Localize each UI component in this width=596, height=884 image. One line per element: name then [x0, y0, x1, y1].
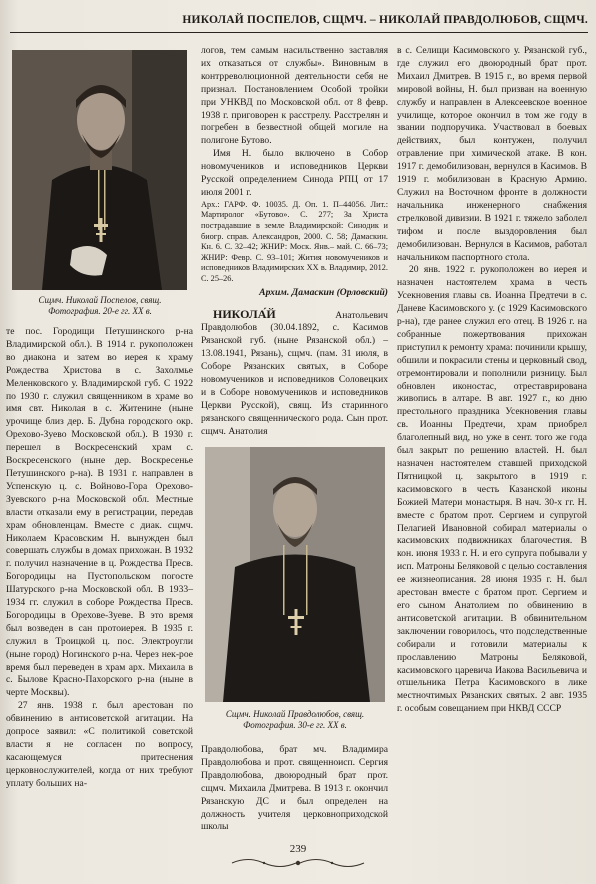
caption-2-line-1: Сщмч. Николай Правдолюбов, свящ. [225, 709, 365, 719]
caption-1-line-1: Сщмч. Николай Поспелов, свящ. [38, 295, 162, 305]
caption-2-line-2: Фотография. 30-е гг. XX в. [243, 720, 347, 730]
text-column-2-continued [201, 744, 388, 834]
references: Арх.: ГАРФ. Ф. 10035. Д. Оп. 1. П–44056. Лит.: Мартиролог «Бутово». С. 277; За Христа пострадавшие в земле Владимирской: Синодик и биогр. справ. Александров, 2000. С. 58; Дамаскин. Кн. 6. С. 32–42; ЖНИР: Моск. Янв.– май. С. 66–73; ЖНИР: Февр. С. 93–101; Жития новомучеников и исповедников Владимирских XX в. Владимир, 2012. С. 25–26. [201, 199, 388, 284]
page-number: 239 [289, 843, 307, 855]
caption-1-line-2: Фотография. 20-е гг. XX в. [48, 306, 152, 316]
entry-headword: НИКОЛА́Й [213, 306, 276, 321]
text-column-3 [397, 45, 587, 716]
paragraph: 20 янв. 1922 г. рукоположен во иерея и назначен настоятелем храма в честь Усекновения главы св. Иоанна Предтечи в с. Даневе Касимовского у. (с 1929 Касимовского р-на), где ранее служил его отец. В 1926 г. на собранные пожертвования прихожан приступил к ремонту храма: починили крышу, обшили и покрасили стены и церковный свод, отремонтировали и пополнили ризницу. Был обновлен иконостас, отреставрирована живопись в алтаре. В авг. 1927 г., ко дню престольного праздника Усекновения главы св. Иоанны Предтечи, храм приобрел благолепный вид, но уже в сент. того же года был закрыт по решению властей. Н. был назначен настоятелем ставшей приходской Пятницкой ц. закрытого в 1919 г. касимовского в честь Казанской иконы Божией Матери монастыря. В нач. 30-х гг. Н. вместе с братом прот. Сергием и супругой Пелагией Ивановной собирал материалы о касимовских подвижниках благочестия. В кон. июня 1933 г. Н. и его супруга побывали у исп. Матроны Беляковой с целью составления ее жизнеописания. 28 июня 1935 г. Н. был арестован вместе с братом прот. Сергием и его сыном Анатолием по обвинению в антисоветской агитации. В обвинительном заключении говорилось, что подследственные собирали и готовили материалы к прославлению Матроны Беляковой, касимовского царевича Иакова Васильевича и отшельника Петра Касимовского в лике местночтимых Рязанских святых. 2 авг. 1935 г. особым совещанием при НКВД СССР [397, 264, 587, 715]
paragraph: логов, тем самым насильственно заставляя их отказаться от службы». Виновным в контрреволюционной деятельности себя не признал. Постановлением Особой тройки при УНКВД по Московской обл. от 8 февр. 1938 г. приговорен к расстрелу. Расстрелян и погребен в безвестной общей могиле на полигоне Бутово. [201, 45, 388, 147]
entry-paragraph [201, 308, 388, 439]
portrait-photo-nikolai-pravdolyubov [205, 447, 385, 702]
portrait-photo-nikolai-pospelov [12, 50, 187, 290]
text-column-2 [201, 45, 388, 439]
paragraph: Имя Н. было включено в Собор новомучеников и исповедников Церкви Русской определением Синода РПЦ от 17 июля 2001 г. [201, 148, 388, 198]
paragraph: в с. Селищи Касимовского у. Рязанской губ., где служил его двоюродный брат прот. Михаил Дмитрев. В 1915 г., во время первой мировой войны, Н. был призван на военную службу и направлен в Алексеевское военное училище, которое окончил в том же году в звании подпоручика. Участвовал в боевых действиях, был контужен, получил отравление при химической атаке. В кон. 1917 г. демобилизован, вернулся в Касимов. В 1919 г. мобилизован в Красную Армию. Служил на Восточном фронте в должности начальника инженерного снабжения стрелковой дивизии. В 1921 г. тяжело заболел тифом и после выздоровления был демобилизован. Вернулся в Касимов, работал начальником паспортного стола. [397, 45, 587, 263]
portrait-figure [12, 50, 187, 290]
running-header [10, 10, 588, 33]
entry-body: Анатольевич Правдолюбов (30.04.1892, с. Касимов Рязанской губ. (ныне Рязанской обл.) – 13.08.1941, Рязань), сщмч. (пам. 31 июля, в Соборе Рязанских святых, в Соборе новомучеников и исповедников Соловецких и в Соборе новомучеников и исповедников Церкви Русской), свящ. Из старинного рязанского священнического рода. Сын прот. сщмч. Анатолия [201, 309, 388, 437]
paragraph: 27 янв. 1938 г. был арестован по обвинению в антисоветской агитации. На допросе заявил: «С политикой советской власти я не согласен по вопросу, касающемуся притеснения церковнослужителей, когда от них требуют уплату больших на- [6, 700, 193, 789]
author-signature: Архим. Дамаскин (Орловский) [259, 286, 388, 298]
running-title: НИКОЛАЙ ПОСПЕЛОВ, СЩМЧ. – НИКОЛАЙ ПРАВДОЛЮБОВ, СЩМЧ. [182, 14, 588, 26]
paragraph: Правдолюбова, брат мч. Владимира Правдолюбова и прот. священноисп. Сергия Правдолюбова, двоюродный брат прот. сщмч. Михаила Дмитрева. В 1913 г. окончил Рязанскую ДС и был определен на должность учителя церковноприходской школы [201, 744, 388, 833]
text-column-1 [6, 326, 193, 791]
ornament-icon [228, 856, 368, 870]
paragraph: те пос. Городищи Петушинского р-на Владимирской обл.). В 1914 г. рукоположен во диакона и затем во иерея к храму Рождества Христова в с. Захолмье Меленковского у. Владимирской губ. С 1922 по 1930 г. служил священником в храме во имя свт. Николая в с. Житенине (ныне урочище близ дер. Б. Дубна городского окр. Орехово-Зуево Московской обл.). В 1930 г. перешел в Воскресенский храм с. Воскресенского (ныне дер. Воскресенье Петушинского р-на). В 1931 г. направлен в Успенскую ц. с. Войново-Гора Орехово-Зуевского р-на Московской обл. Местные власти отказали ему в регистрации, передав храм обновленцам. Вместе с диак. сщмч. Николаем Красовским Н. вынужден был совершать службы в домах прихожан. В 1932 г. получил назначение в ц. Рождества Пресв. Богородицы на Пустопольском погосте Шатурского р-на Московской обл. В 1933–1934 гг. служил в соборе Рождества Пресв. Богородицы в Орехове-Зуеве. В это время был возведен в сан протоиерея. В 1935 г. служил в Троицкой ц. пос. Электроугли (ныне город) Ногинского р-на. Через нек-рое время был переведен в храм арх. Михаила в с. Былове Красно-Пахорского р-на (ныне в черте Москвы). [6, 326, 193, 699]
photo-caption-1 [10, 295, 190, 317]
cross-icon [288, 609, 304, 635]
photo-caption-2 [203, 709, 387, 731]
portrait-figure [205, 447, 385, 702]
cross-icon [94, 218, 108, 242]
